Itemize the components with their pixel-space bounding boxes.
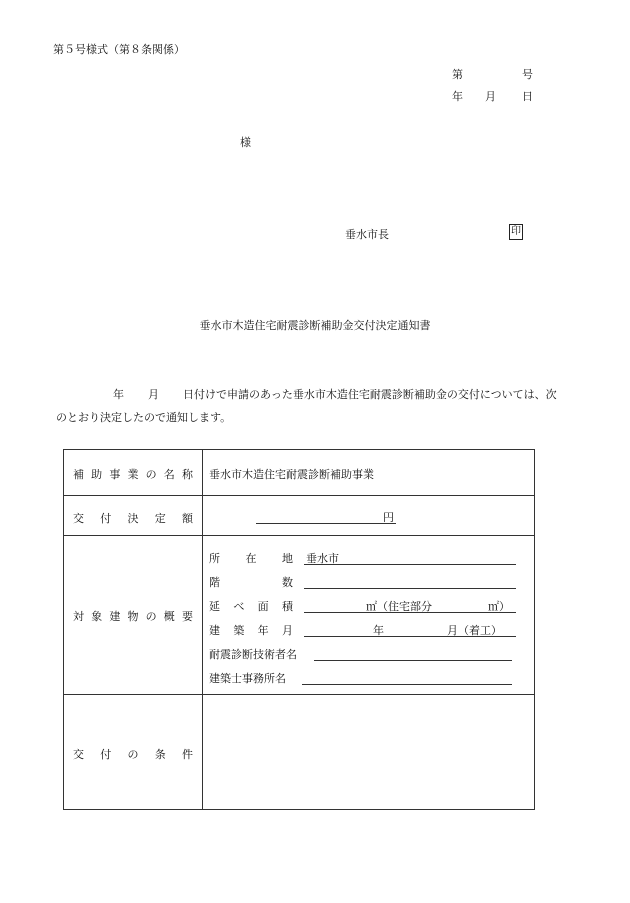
amount-underline	[256, 509, 396, 524]
label-char: 在	[245, 552, 257, 565]
date-day: 日	[522, 90, 533, 103]
floors-underline	[304, 574, 516, 589]
area-unit: ㎡（住宅部分	[366, 600, 432, 613]
engineer-underline	[314, 646, 512, 661]
issuer-name: 垂水市長	[345, 228, 389, 241]
label-char: 築	[233, 624, 245, 637]
body-year: 年	[113, 388, 124, 401]
label-char: 象	[91, 610, 103, 623]
body-text-1: 日付けで申請のあった垂水市木造住宅耐震診断補助金の交付については、次	[183, 388, 557, 401]
label-char: 補	[73, 468, 84, 481]
label-char: 付	[100, 748, 112, 761]
label-char: 面	[257, 600, 269, 613]
label-char: 条	[154, 748, 166, 761]
table-divider	[64, 495, 534, 496]
label-char: 要	[181, 610, 193, 623]
label-char: 所	[209, 552, 220, 565]
area-underline	[304, 598, 516, 613]
label-char: 定	[154, 512, 166, 525]
label-char: 積	[281, 600, 293, 613]
location-underline	[304, 550, 516, 565]
label-char: 階	[209, 576, 220, 589]
label-char: 称	[181, 468, 193, 481]
label-char: 交	[73, 512, 84, 525]
build-date-label	[209, 622, 293, 638]
label-char: の	[145, 468, 157, 481]
area-label	[209, 598, 293, 614]
label-char: 年	[257, 624, 269, 637]
label-char: 数	[282, 576, 293, 589]
date-month: 月	[485, 90, 496, 103]
office-label: 建築士事務所名	[209, 672, 286, 685]
label-char: の	[127, 748, 139, 761]
seal-stamp: 印	[509, 224, 523, 240]
label-char: の	[145, 610, 157, 623]
label-char: 月	[281, 624, 293, 637]
table-divider	[64, 535, 534, 536]
location-label	[209, 550, 293, 566]
document-title: 垂水市木造住宅耐震診断補助金交付決定通知書	[199, 319, 431, 332]
label-char: 建	[109, 610, 121, 623]
body-line-2: のとおり決定したので通知します。	[56, 411, 232, 424]
floors-label	[209, 574, 293, 590]
body-month: 月	[148, 388, 159, 401]
build-month: 月（着工）	[447, 624, 502, 637]
form-number: 第５号様式（第８条関係）	[53, 43, 185, 56]
office-underline	[302, 670, 512, 685]
label-char: 名	[163, 468, 175, 481]
label-char: 業	[127, 468, 139, 481]
number-suffix: 号	[522, 68, 533, 81]
addressee-honorific: 様	[240, 136, 251, 149]
label-grant-conditions	[64, 746, 202, 762]
project-name-value: 垂水市木造住宅耐震診断補助事業	[209, 468, 374, 481]
label-char: 物	[127, 610, 139, 623]
label-char: 額	[182, 512, 193, 525]
label-char: 決	[127, 512, 139, 525]
table-divider	[64, 694, 534, 695]
label-char: 交	[73, 748, 84, 761]
label-char: 付	[100, 512, 112, 525]
label-grant-amount	[64, 510, 202, 526]
details-table	[63, 449, 535, 810]
label-char: 事	[109, 468, 121, 481]
amount-currency: 円	[383, 511, 394, 524]
table-divider-vertical	[202, 450, 203, 809]
label-char: 件	[182, 748, 193, 761]
label-char: 概	[163, 610, 175, 623]
area-unit-end: ㎡）	[488, 600, 510, 613]
build-year: 年	[373, 624, 384, 637]
label-char: 延	[209, 600, 220, 613]
build-date-underline	[304, 622, 516, 637]
label-project-name	[64, 466, 202, 482]
engineer-label: 耐震診断技術者名	[209, 648, 297, 661]
label-char: 対	[73, 610, 84, 623]
number-prefix: 第	[452, 68, 463, 81]
date-year: 年	[452, 90, 463, 103]
label-char: 建	[209, 624, 220, 637]
location-value: 垂水市	[306, 552, 339, 565]
label-building-overview	[64, 608, 202, 624]
label-char: 助	[91, 468, 103, 481]
label-char: べ	[233, 600, 245, 613]
label-char: 地	[282, 552, 293, 565]
